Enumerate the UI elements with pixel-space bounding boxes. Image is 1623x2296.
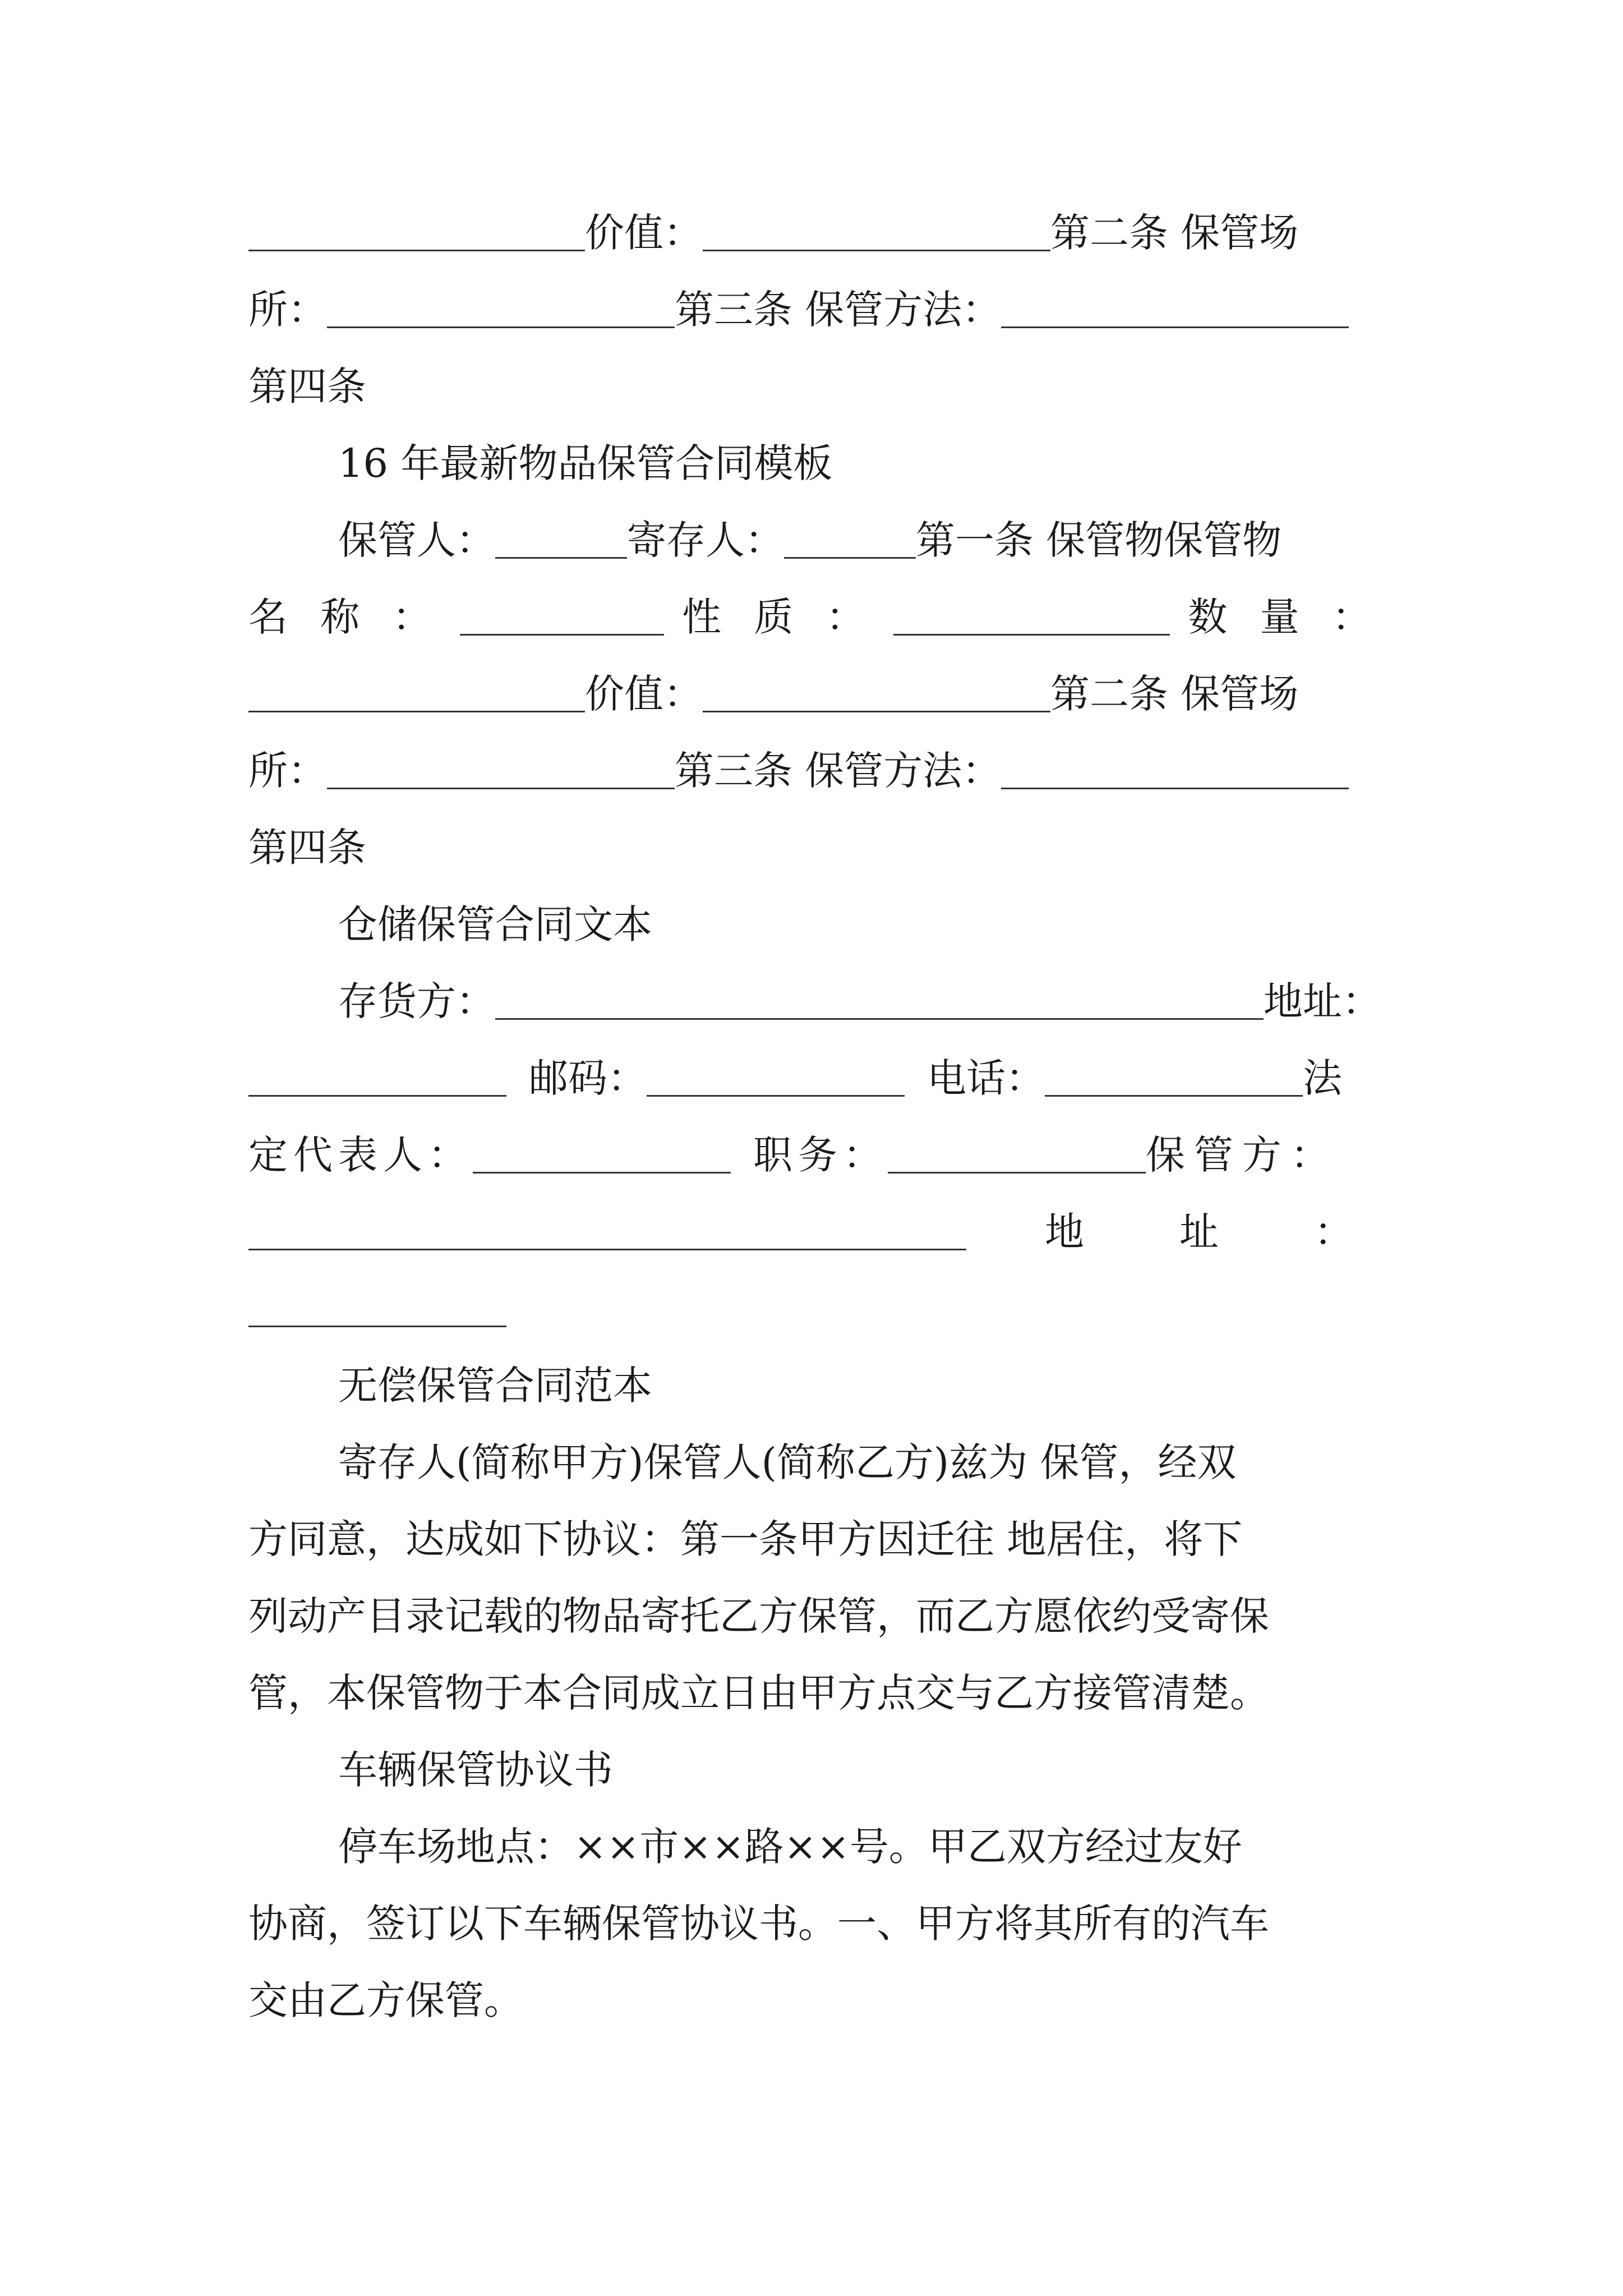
- line-address2: [248, 1201, 1381, 1263]
- line-place: [248, 740, 1381, 802]
- article-1: 第一条 保管物保管物: [916, 517, 1282, 563]
- legal-rep-prefix: 法: [1303, 1055, 1342, 1101]
- nature-label: 性 质 ：: [682, 594, 875, 640]
- section-title: [248, 1739, 1381, 1801]
- quantity-label: 数 量 ：: [1188, 594, 1381, 640]
- paragraph-line: [248, 1432, 1381, 1493]
- blank-field[interactable]: [248, 215, 585, 251]
- paragraph-text: 停车场地点：××市××路××号。甲乙双方经过友好: [338, 1824, 1242, 1870]
- blank-field[interactable]: [248, 1291, 506, 1327]
- blank-field[interactable]: [703, 215, 1050, 251]
- blank-field[interactable]: [893, 599, 1170, 636]
- section-title: [248, 432, 1381, 494]
- paragraph-text: 交由乙方保管。: [248, 1977, 523, 2023]
- article-4: 第四条: [248, 364, 366, 409]
- line-value: [248, 663, 1381, 725]
- keeper-label: 保管人：: [338, 517, 495, 563]
- line-name: [248, 586, 1381, 648]
- value-label: 价值：: [585, 210, 703, 256]
- line-depositor: [248, 970, 1381, 1032]
- paragraph-line: [248, 1970, 1381, 2031]
- blank-field[interactable]: [473, 1137, 731, 1174]
- blank-field[interactable]: [1001, 292, 1349, 328]
- depositor-label: 寄存人：: [627, 517, 784, 563]
- value-label: 价值：: [585, 671, 703, 717]
- legal-rep-label: 定代表人：: [248, 1132, 473, 1178]
- paragraph-line: [248, 1893, 1381, 1954]
- article-4: 第四条: [248, 825, 366, 871]
- blank-field[interactable]: [460, 599, 664, 636]
- paragraph-line: [248, 1508, 1381, 1570]
- section-title: [248, 1355, 1381, 1416]
- blank-field[interactable]: [248, 1060, 506, 1097]
- section-title-text: 16 年最新物品保管合同模板: [338, 440, 833, 486]
- paragraph-text: 列动产目录记载的物品寄托乙方保管，而乙方愿依约受寄保: [248, 1593, 1269, 1639]
- section-title: [248, 894, 1381, 955]
- line-legal-rep: [248, 1124, 1381, 1186]
- position-label: 职务：: [753, 1132, 888, 1178]
- article-3: 第三条 保管方法：: [675, 748, 1002, 794]
- line-value: [248, 202, 1381, 264]
- section-title-text: 无偿保管合同范本: [338, 1363, 652, 1409]
- paragraph-text: 管，本保管物于本合同成立日由甲方点交与乙方接管清楚。: [248, 1670, 1269, 1716]
- paragraph-text: 方同意，达成如下协议：第一条甲方因迁往 地居住，将下: [248, 1516, 1243, 1562]
- blank-field[interactable]: [248, 676, 585, 712]
- line-parties: [248, 509, 1381, 571]
- blank-field[interactable]: [888, 1137, 1146, 1174]
- paragraph-line: [248, 1816, 1381, 1878]
- blank-field[interactable]: [495, 983, 1264, 1020]
- blank-field[interactable]: [327, 292, 675, 328]
- name-label: 名 称 ：: [248, 594, 442, 640]
- paragraph-line: [248, 1662, 1381, 1724]
- blank-field[interactable]: [327, 753, 675, 789]
- line-article-4: [248, 817, 1381, 878]
- article-2: 第二条 保管场: [1050, 210, 1299, 256]
- postcode-label: 邮码：: [529, 1055, 647, 1101]
- place-label: 所：: [248, 748, 327, 794]
- line-place: [248, 279, 1381, 341]
- address-label: 地址：: [1264, 978, 1381, 1024]
- section-title-text: 车辆保管协议书: [338, 1747, 613, 1793]
- blank-field[interactable]: [1045, 1060, 1303, 1097]
- article-2: 第二条 保管场: [1050, 671, 1299, 717]
- phone-label: 电话：: [927, 1055, 1045, 1101]
- place-label: 所：: [248, 287, 327, 333]
- keeper-label: 保管方：: [1146, 1132, 1339, 1178]
- section-title-text: 仓储保管合同文本: [338, 901, 652, 947]
- blank-field[interactable]: [248, 1214, 966, 1250]
- line-article-4: [248, 356, 1381, 417]
- line-address2-blank: [248, 1278, 1381, 1340]
- line-contact: [248, 1047, 1381, 1109]
- paragraph-text: 寄存人(简称甲方)保管人(简称乙方)兹为 保管，经双: [338, 1439, 1237, 1485]
- paragraph-line: [248, 1585, 1381, 1647]
- blank-field[interactable]: [1001, 753, 1349, 789]
- blank-field[interactable]: [647, 1060, 905, 1097]
- depositor-label: 存货方：: [338, 978, 495, 1024]
- blank-field[interactable]: [703, 676, 1050, 712]
- blank-field[interactable]: [784, 522, 916, 559]
- blank-field[interactable]: [495, 522, 627, 559]
- address2-label: 地 址 ：: [1045, 1209, 1381, 1255]
- article-3: 第三条 保管方法：: [675, 287, 1002, 333]
- paragraph-text: 协商，签订以下车辆保管协议书。一、甲方将其所有的汽车: [248, 1901, 1269, 1947]
